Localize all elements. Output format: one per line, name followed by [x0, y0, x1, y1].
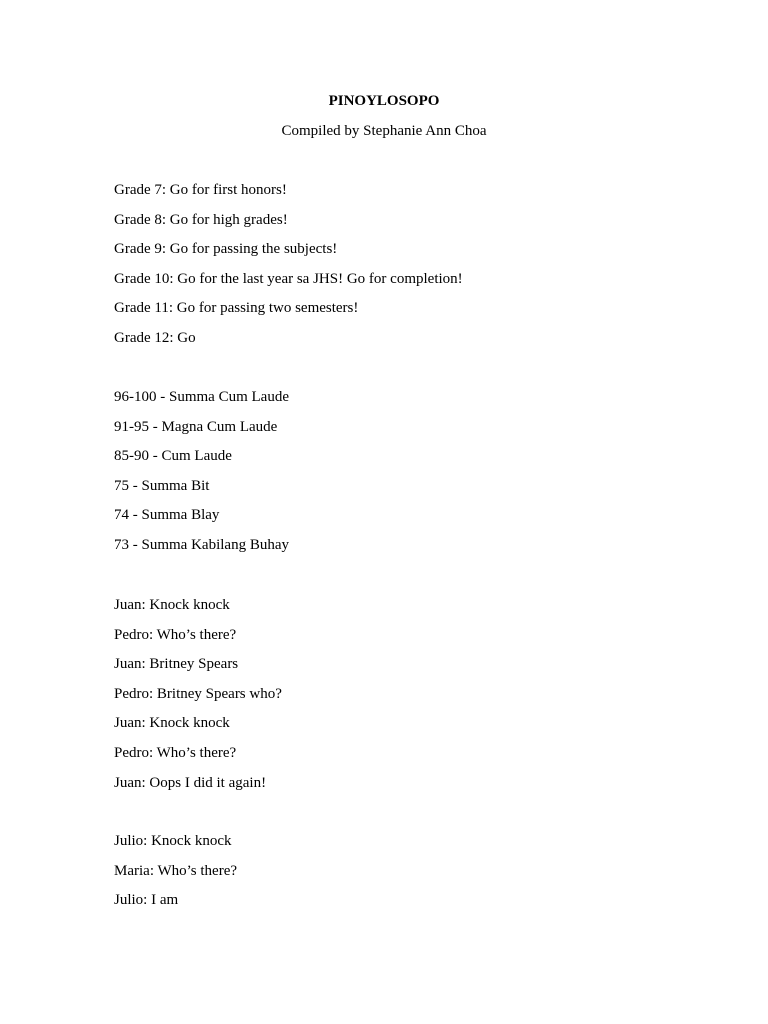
dialogue-line: Maria: Who’s there? [114, 862, 238, 879]
joke-dialogue-1 [114, 596, 714, 803]
document-title: PINOYLOSOPO [328, 93, 440, 109]
honor-line: 85-90 - Cum Laude [114, 448, 232, 465]
honor-line: 73 - Summa Kabilang Buhay [114, 536, 289, 553]
honor-line: 75 - Summa Bit [114, 477, 210, 494]
grade-line: Grade 7: Go for first honors! [114, 182, 287, 198]
grade-line: Grade 11: Go for passing two semesters! [114, 300, 359, 317]
grades-list [114, 181, 714, 359]
dialogue-line: Julio: I am [114, 892, 179, 909]
dialogue-line: Pedro: Who’s there? [114, 626, 237, 643]
document-subtitle: Compiled by Stephanie Ann Choa [281, 123, 487, 139]
dialogue-line: Julio: Knock knock [114, 833, 232, 849]
honor-line: 74 - Summa Blay [114, 507, 220, 524]
dialogue-line: Pedro: Britney Spears who? [114, 685, 282, 702]
dialogue-line: Pedro: Who’s there? [114, 744, 237, 761]
honors-list [114, 388, 714, 566]
joke-dialogue-2 [114, 832, 714, 921]
dialogue-line: Juan: Knock knock [114, 715, 230, 732]
dialogue-line: Juan: Britney Spears [114, 656, 239, 673]
dialogue-line: Juan: Knock knock [114, 597, 230, 613]
grade-line: Grade 10: Go for the last year sa JHS! Go for completion! [114, 270, 463, 287]
dialogue-line: Juan: Oops I did it again! [114, 774, 267, 791]
honor-line: 96-100 - Summa Cum Laude [114, 389, 289, 405]
honor-line: 91-95 - Magna Cum Laude [114, 418, 278, 435]
grade-line: Grade 12: Go [114, 329, 196, 346]
grade-line: Grade 8: Go for high grades! [114, 211, 288, 228]
grade-line: Grade 9: Go for passing the subjects! [114, 241, 338, 258]
